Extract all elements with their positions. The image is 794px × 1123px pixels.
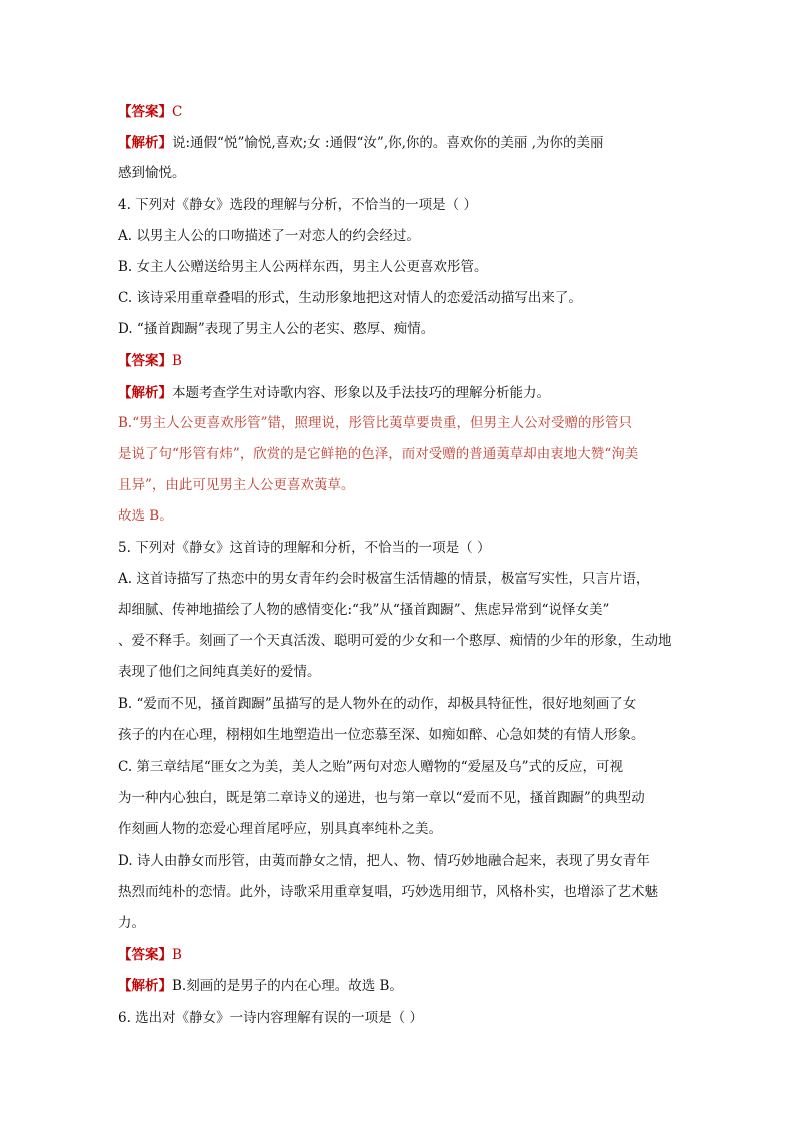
- answer-value: C: [172, 104, 183, 120]
- question-5-option-d-2: 热烈而纯朴的恋情。此外，诗歌采用重章复唱，巧妙选用细节，风格朴实，也增添了艺术魅: [118, 884, 658, 900]
- question-5-option-d-1: D. 诗人由静女而彤管，由荑而静女之情，把人、物、情巧妙地融合起来，表现了男女青年: [118, 853, 650, 869]
- analysis-line-q3-2: 感到愉悦。: [118, 165, 186, 181]
- quoted-phrase: 且异”: [118, 477, 152, 493]
- question-5-stem: 5. 下列对《静女》这首诗的理解和分析，不恰当的一项是（ ）: [118, 540, 491, 556]
- analysis-line-q4-4: [118, 476, 354, 494]
- answer-label: 【答案】: [118, 353, 172, 369]
- analysis-line-q4-3: [118, 445, 638, 463]
- question-6-stem: 6. 选出对《静女》一诗内容理解有误的一项是（ ）: [118, 1010, 423, 1026]
- question-4-stem: 4. 下列对《静女》选段的理解与分析，不恰当的一项是（ ）: [118, 197, 477, 213]
- answer-label: 【答案】: [118, 947, 172, 963]
- analysis-line-q4-1: [118, 384, 550, 402]
- analysis-line-q4-2: B.“男主人公更喜欢彤管”错，照理说，彤管比荑草要贵重，但男主人公对受赠的彤管只: [118, 415, 633, 431]
- question-5-option-b-1: B. “爱而不见，搔首踟蹰”虽描写的是人物外在的动作，却极具特征性，很好地刻画了女: [118, 696, 637, 712]
- analysis-line-q3-1: [118, 134, 604, 152]
- analysis-text: 是说了句: [118, 446, 172, 462]
- analysis-line-q5: [118, 977, 403, 995]
- question-4-option-c: C. 该诗采用重章叠唱的形式，生动形象地把这对情人的恋爱活动描写出来了。: [118, 290, 582, 306]
- analysis-label: 【解析】: [118, 135, 172, 151]
- analysis-text: ，由此可见男主人公更喜欢荑草。: [151, 477, 355, 493]
- question-5-option-c-3: 作刻画人物的恋爱心理首尾呼应，别具真率纯朴之美。: [118, 821, 442, 837]
- question-5-option-a-1: A. 这首诗描写了热恋中的男女青年约会时极富生活情趣的情景，极富写实性，只言片语，: [118, 571, 650, 587]
- answer-value: B: [172, 947, 182, 963]
- quoted-phrase: “彤管有炜”: [172, 446, 240, 462]
- analysis-label: 【解析】: [118, 978, 172, 994]
- answer-line-q3: [118, 103, 182, 121]
- quoted-phrase: “洵美: [604, 446, 639, 462]
- question-5-option-c-2: 为一种内心独白，既是第二章诗义的递进，也与第一章以“爱而不见，搔首踟蹰”的典型动: [118, 790, 645, 806]
- analysis-text: 说:通假“悦”愉悦,喜欢;女 :通假“汝”,你,你的。喜欢你的美丽 ,为你的美丽: [172, 135, 604, 151]
- answer-line-q5: [118, 946, 182, 964]
- question-5-option-d-3: 力。: [118, 915, 145, 931]
- question-4-option-a: A. 以男主人公的口吻描述了一对恋人的约会经过。: [118, 228, 420, 244]
- analysis-label: 【解析】: [118, 385, 172, 401]
- question-5-option-a-2: 却细腻、传神地描绘了人物的感情变化:“我”从“搔首踟蹰”、焦虑异常到“说怿女美”: [118, 602, 610, 618]
- answer-value: B: [172, 353, 182, 369]
- question-5-option-a-3: 、爱不释手。刻画了一个天真活泼、聪明可爱的少女和一个憨厚、痴情的少年的形象，生动地: [118, 633, 672, 649]
- question-5-option-a-4: 表现了他们之间纯真美好的爱情。: [118, 664, 321, 680]
- question-5-option-b-2: 孩子的内在心理，栩栩如生地塑造出一位恋慕至深、如痴如醉、心急如焚的有情人形象。: [118, 727, 645, 743]
- answer-label: 【答案】: [118, 104, 172, 120]
- question-5-option-c-1: C. 第三章结尾“匪女之为美，美人之贻”两句对恋人赠物的“爱屋及乌”式的反应，可视: [118, 759, 624, 775]
- analysis-text: ，欣赏的是它鲜艳的色泽，而对受赠的普通荑草却由衷地大赞: [239, 446, 605, 462]
- analysis-text: B.刻画的是男子的内在心理。故选 B。: [172, 978, 403, 994]
- question-4-option-b: B. 女主人公赠送给男主人公两样东西，男主人公更喜欢彤管。: [118, 259, 488, 275]
- question-4-option-d: D. “搔首踟蹰”表现了男主人公的老实、憨厚、痴情。: [118, 321, 435, 337]
- answer-line-q4: [118, 352, 182, 370]
- analysis-text: 本题考查学生对诗歌内容、形象以及手法技巧的理解分析能力。: [172, 385, 550, 401]
- conclusion-q4: 故选 B。: [118, 508, 173, 524]
